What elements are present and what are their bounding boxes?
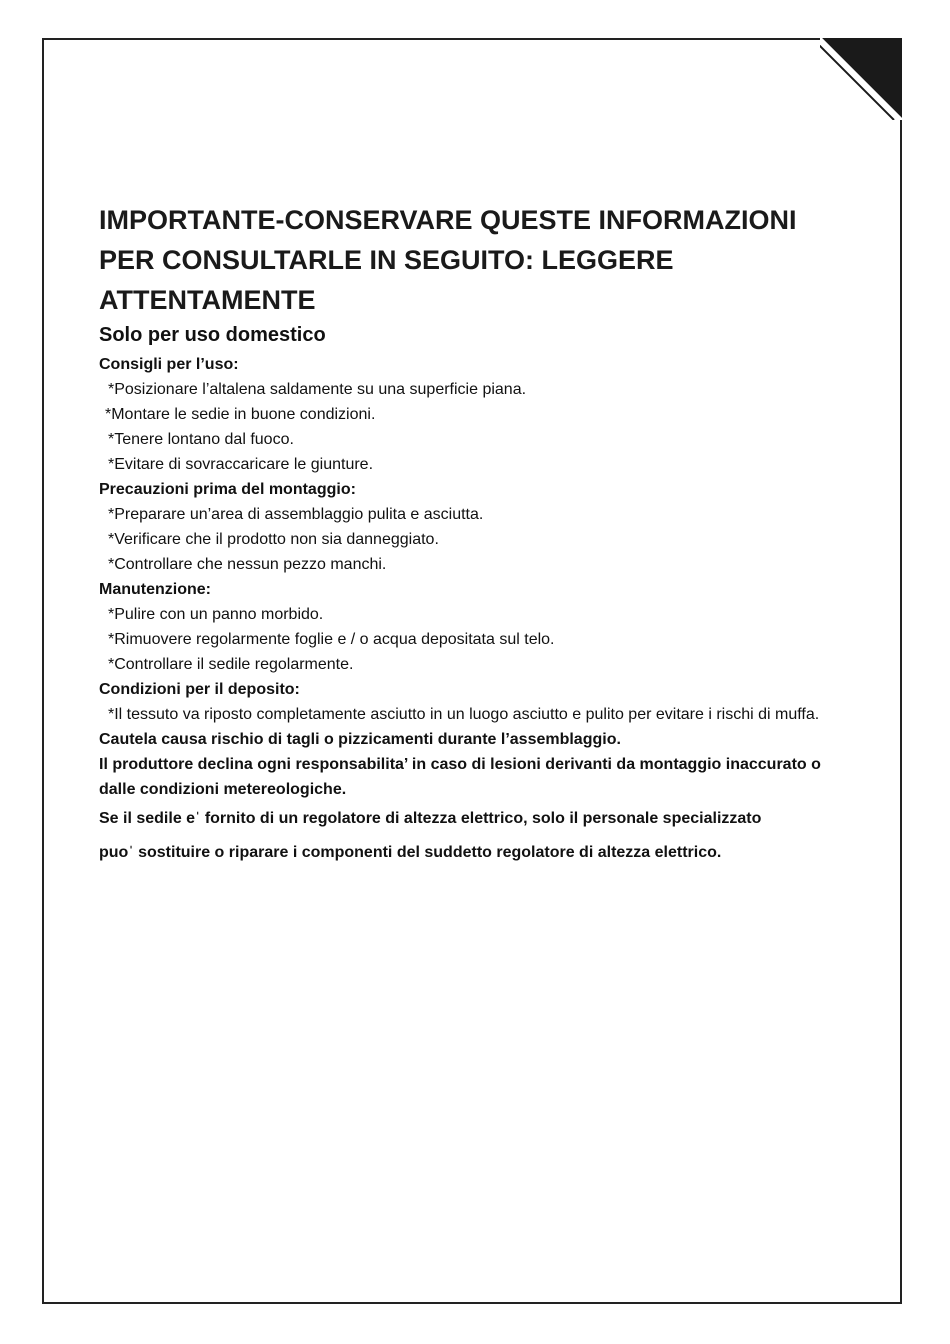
document-content — [99, 200, 839, 870]
section-heading-maintenance: Manutenzione: — [99, 581, 211, 598]
list-item: *Preparare un’area di assemblaggio pulita e asciutta. — [108, 506, 484, 523]
list-item: *Evitare di sovraccaricare le giunture. — [108, 456, 374, 473]
list-item: *Tenere lontano dal fuoco. — [108, 431, 294, 448]
electric-regulator-note — [99, 802, 839, 870]
document-title: IMPORTANTE-CONSERVARE QUESTE INFORMAZIONI PER CONSULTARLE IN SEGUITO: LEGGERE ATTENTAMENTE — [99, 205, 797, 315]
note-line: puoˈ sostituire o riparare i componenti del suddetto regolatore di altezza elettrico. — [99, 844, 722, 861]
list-item: *Rimuovere regolarmente foglie e / o acqua depositata sul telo. — [108, 631, 555, 648]
section-heading-precautions: Precauzioni prima del montaggio: — [99, 481, 356, 498]
section-maintenance — [99, 577, 839, 677]
section-precautions — [99, 477, 839, 577]
section-heading-usage: Consigli per l’uso: — [99, 356, 239, 373]
list-item: *Pulire con un panno morbido. — [108, 606, 324, 623]
corner-fold-mark — [820, 38, 902, 120]
note-line: Se il sedile eˈ fornito di un regolatore di altezza elettrico, solo il personale specializzato — [99, 810, 762, 827]
list-item: *Controllare che nessun pezzo manchi. — [108, 556, 387, 573]
list-item: *Posizionare l’altalena saldamente su una superficie piana. — [108, 381, 527, 398]
warning-cut-risk: Cautela causa rischio di tagli o pizzicamenti durante l’assemblaggio. — [99, 731, 621, 748]
warnings — [99, 727, 839, 802]
section-usage — [99, 352, 839, 477]
warning-liability: Il produttore declina ogni responsabilita’ in caso di lesioni derivanti da montaggio inaccurato o dalle condizioni metereologiche. — [99, 756, 821, 798]
list-item: *Verificare che il prodotto non sia danneggiato. — [108, 531, 439, 548]
list-item: *Il tessuto va riposto completamente asciutto in un luogo asciutto e pulito per evitare i rischi di muffa. — [108, 706, 820, 723]
section-heading-storage: Condizioni per il deposito: — [99, 681, 300, 698]
list-item: *Controllare il sedile regolarmente. — [108, 656, 354, 673]
list-item: *Montare le sedie in buone condizioni. — [105, 406, 376, 423]
section-storage — [99, 677, 839, 727]
document-subtitle: Solo per uso domestico — [99, 324, 326, 346]
